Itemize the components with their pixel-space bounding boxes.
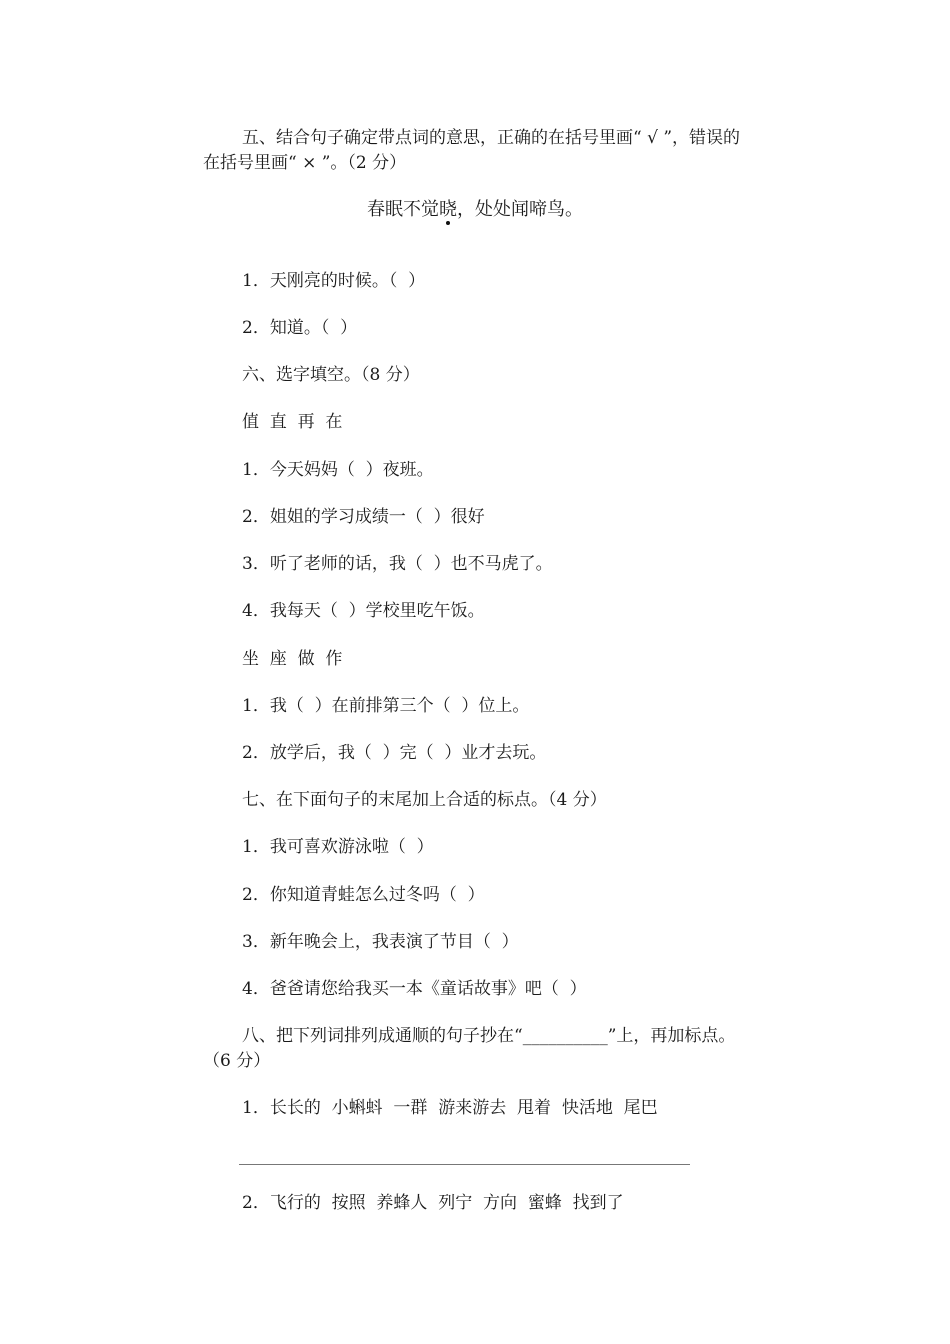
section-6-choice-chars-2: 坐 座 做 作 [242,649,343,669]
section-6-group1-item-4: 4．我每天（ ）学校里吃午饭。 [242,601,485,621]
section-7-item-2: 2．你知道青蛙怎么过冬吗（ ） [242,885,485,905]
poem-before: 春眠不觉 [367,199,439,220]
section-7-item-3: 3．新年晚会上，我表演了节目（ ） [242,932,519,952]
section-6-title: 六、选字填空。（8 分） [242,365,420,385]
poem-line [0,198,950,222]
section-5-item-2: 2．知道。（ ） [242,318,358,338]
section-5-title-line1: 五、结合句子确定带点词的意思，正确的在括号里画“ √ ”，错误的 [242,128,741,148]
section-5-title-line2: 在括号里画“ × ”。（2 分） [203,153,407,173]
dotted-word [439,199,457,220]
section-8-title-line1: 八、把下列词排列成通顺的句子抄在“__________”上，再加标点。 [242,1026,736,1046]
section-6-group2-item-2: 2．放学后，我（ ）完（ ）业才去玩。 [242,743,547,763]
section-5-item-1: 1．天刚亮的时候。（ ） [242,271,426,291]
section-7-item-4: 4．爸爸请您给我买一本《童话故事》吧（ ） [242,979,587,999]
section-6-group1-item-2: 2．姐姐的学习成绩一（ ）很好 [242,507,485,527]
section-8-item-1: 1．长长的 小蝌蚪 一群 游来游去 甩着 快活地 尾巴 [242,1098,658,1118]
section-7-item-1: 1．我可喜欢游泳啦（ ） [242,837,434,857]
section-6-group1-item-1: 1．今天妈妈（ ）夜班。 [242,460,434,480]
answer-line [239,1164,690,1165]
section-6-choice-chars-1: 值 直 再 在 [242,412,343,432]
dotted-char: 晓 [439,199,457,220]
section-6-group1-item-3: 3．听了老师的话，我（ ）也不马虎了。 [242,554,553,574]
section-6-group2-item-1: 1．我（ ）在前排第三个（ ）位上。 [242,696,530,716]
poem-after: ，处处闻啼鸟。 [457,199,583,220]
emphasis-dot [446,221,450,225]
section-8-item-2: 2．飞行的 按照 养蜂人 列宁 方向 蜜蜂 找到了 [242,1193,624,1213]
section-8-title-line2: （6 分） [203,1051,271,1071]
section-7-title: 七、在下面句子的末尾加上合适的标点。（4 分） [242,790,607,810]
